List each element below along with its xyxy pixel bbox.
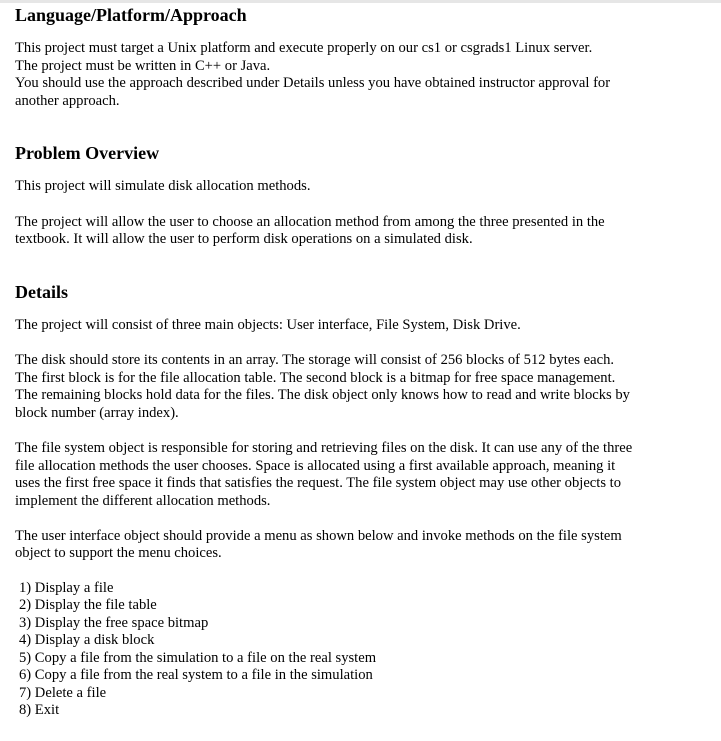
details-p2-line-3: The remaining blocks hold data for the files. The disk object only knows how to read and write blocks by: [15, 387, 630, 404]
overview-p2-line-1: The project will allow the user to choose an allocation method from among the three presented in the: [15, 213, 605, 230]
paragraph-details-1: [15, 317, 705, 335]
details-p4-line-1: The user interface object should provide a menu as shown below and invoke methods on the file system: [15, 527, 622, 544]
menu-item-display-file-table: 2) Display the file table: [19, 597, 157, 614]
menu-item-display-disk-block: 4) Display a disk block: [19, 632, 155, 649]
paragraph-details-4: [15, 528, 705, 563]
details-p1-line-1: The project will consist of three main objects: User interface, File System, Disk Drive.: [15, 316, 521, 333]
menu-item-exit: 8) Exit: [19, 701, 60, 718]
paragraph-language: [15, 40, 705, 110]
menu-item-copy-to-real: 5) Copy a file from the simulation to a file on the real system: [19, 649, 377, 666]
details-p3-line-4: implement the different allocation methods.: [15, 492, 271, 509]
language-line-2: The project must be written in C++ or Java.: [15, 57, 271, 74]
language-line-4: another approach.: [15, 92, 120, 109]
details-p3-line-1: The file system object is responsible for storing and retrieving files on the disk. It can use any of the three: [15, 439, 633, 456]
menu-item-display-bitmap: 3) Display the free space bitmap: [19, 614, 209, 631]
details-p2-line-4: block number (array index).: [15, 404, 179, 421]
details-p4-line-2: object to support the menu choices.: [15, 545, 222, 562]
document-body: [15, 4, 705, 719]
paragraph-details-2: [15, 352, 705, 422]
language-line-1: This project must target a Unix platform and execute properly on our cs1 or csgrads1 Linux server.: [15, 40, 593, 56]
details-p2-line-1: The disk should store its contents in an array. The storage will consist of 256 blocks of 512 bytes each.: [15, 351, 615, 368]
paragraph-details-3: [15, 440, 705, 510]
paragraph-overview-2: [15, 214, 705, 249]
menu-item-copy-from-real: 6) Copy a file from the real system to a file in the simulation: [19, 667, 373, 684]
details-p3-line-3: uses the first free space it finds that satisfies the request. The file system object may use other objects to: [15, 475, 622, 492]
heading-problem-overview: Problem Overview: [15, 143, 160, 164]
menu-item-delete-file: 7) Delete a file: [19, 684, 107, 701]
language-line-3: You should use the approach described under Details unless you have obtained instructor approval for: [15, 75, 611, 92]
overview-p1-line-1: This project will simulate disk allocation methods.: [15, 178, 311, 195]
menu-list: [15, 580, 705, 719]
details-p3-line-2: file allocation methods the user chooses. Space is allocated using a first available approach, meaning it: [15, 457, 616, 474]
heading-details: Details: [15, 281, 68, 302]
details-p2-line-2: The first block is for the file allocation table. The second block is a bitmap for free space management.: [15, 369, 616, 386]
overview-p2-line-2: textbook. It will allow the user to perform disk operations on a simulated disk.: [15, 231, 473, 248]
menu-item-display-file: 1) Display a file: [19, 580, 114, 597]
page-top-edge: [0, 0, 721, 3]
heading-language-platform-approach: Language/Platform/Approach: [15, 5, 247, 25]
paragraph-overview-1: [15, 178, 705, 196]
